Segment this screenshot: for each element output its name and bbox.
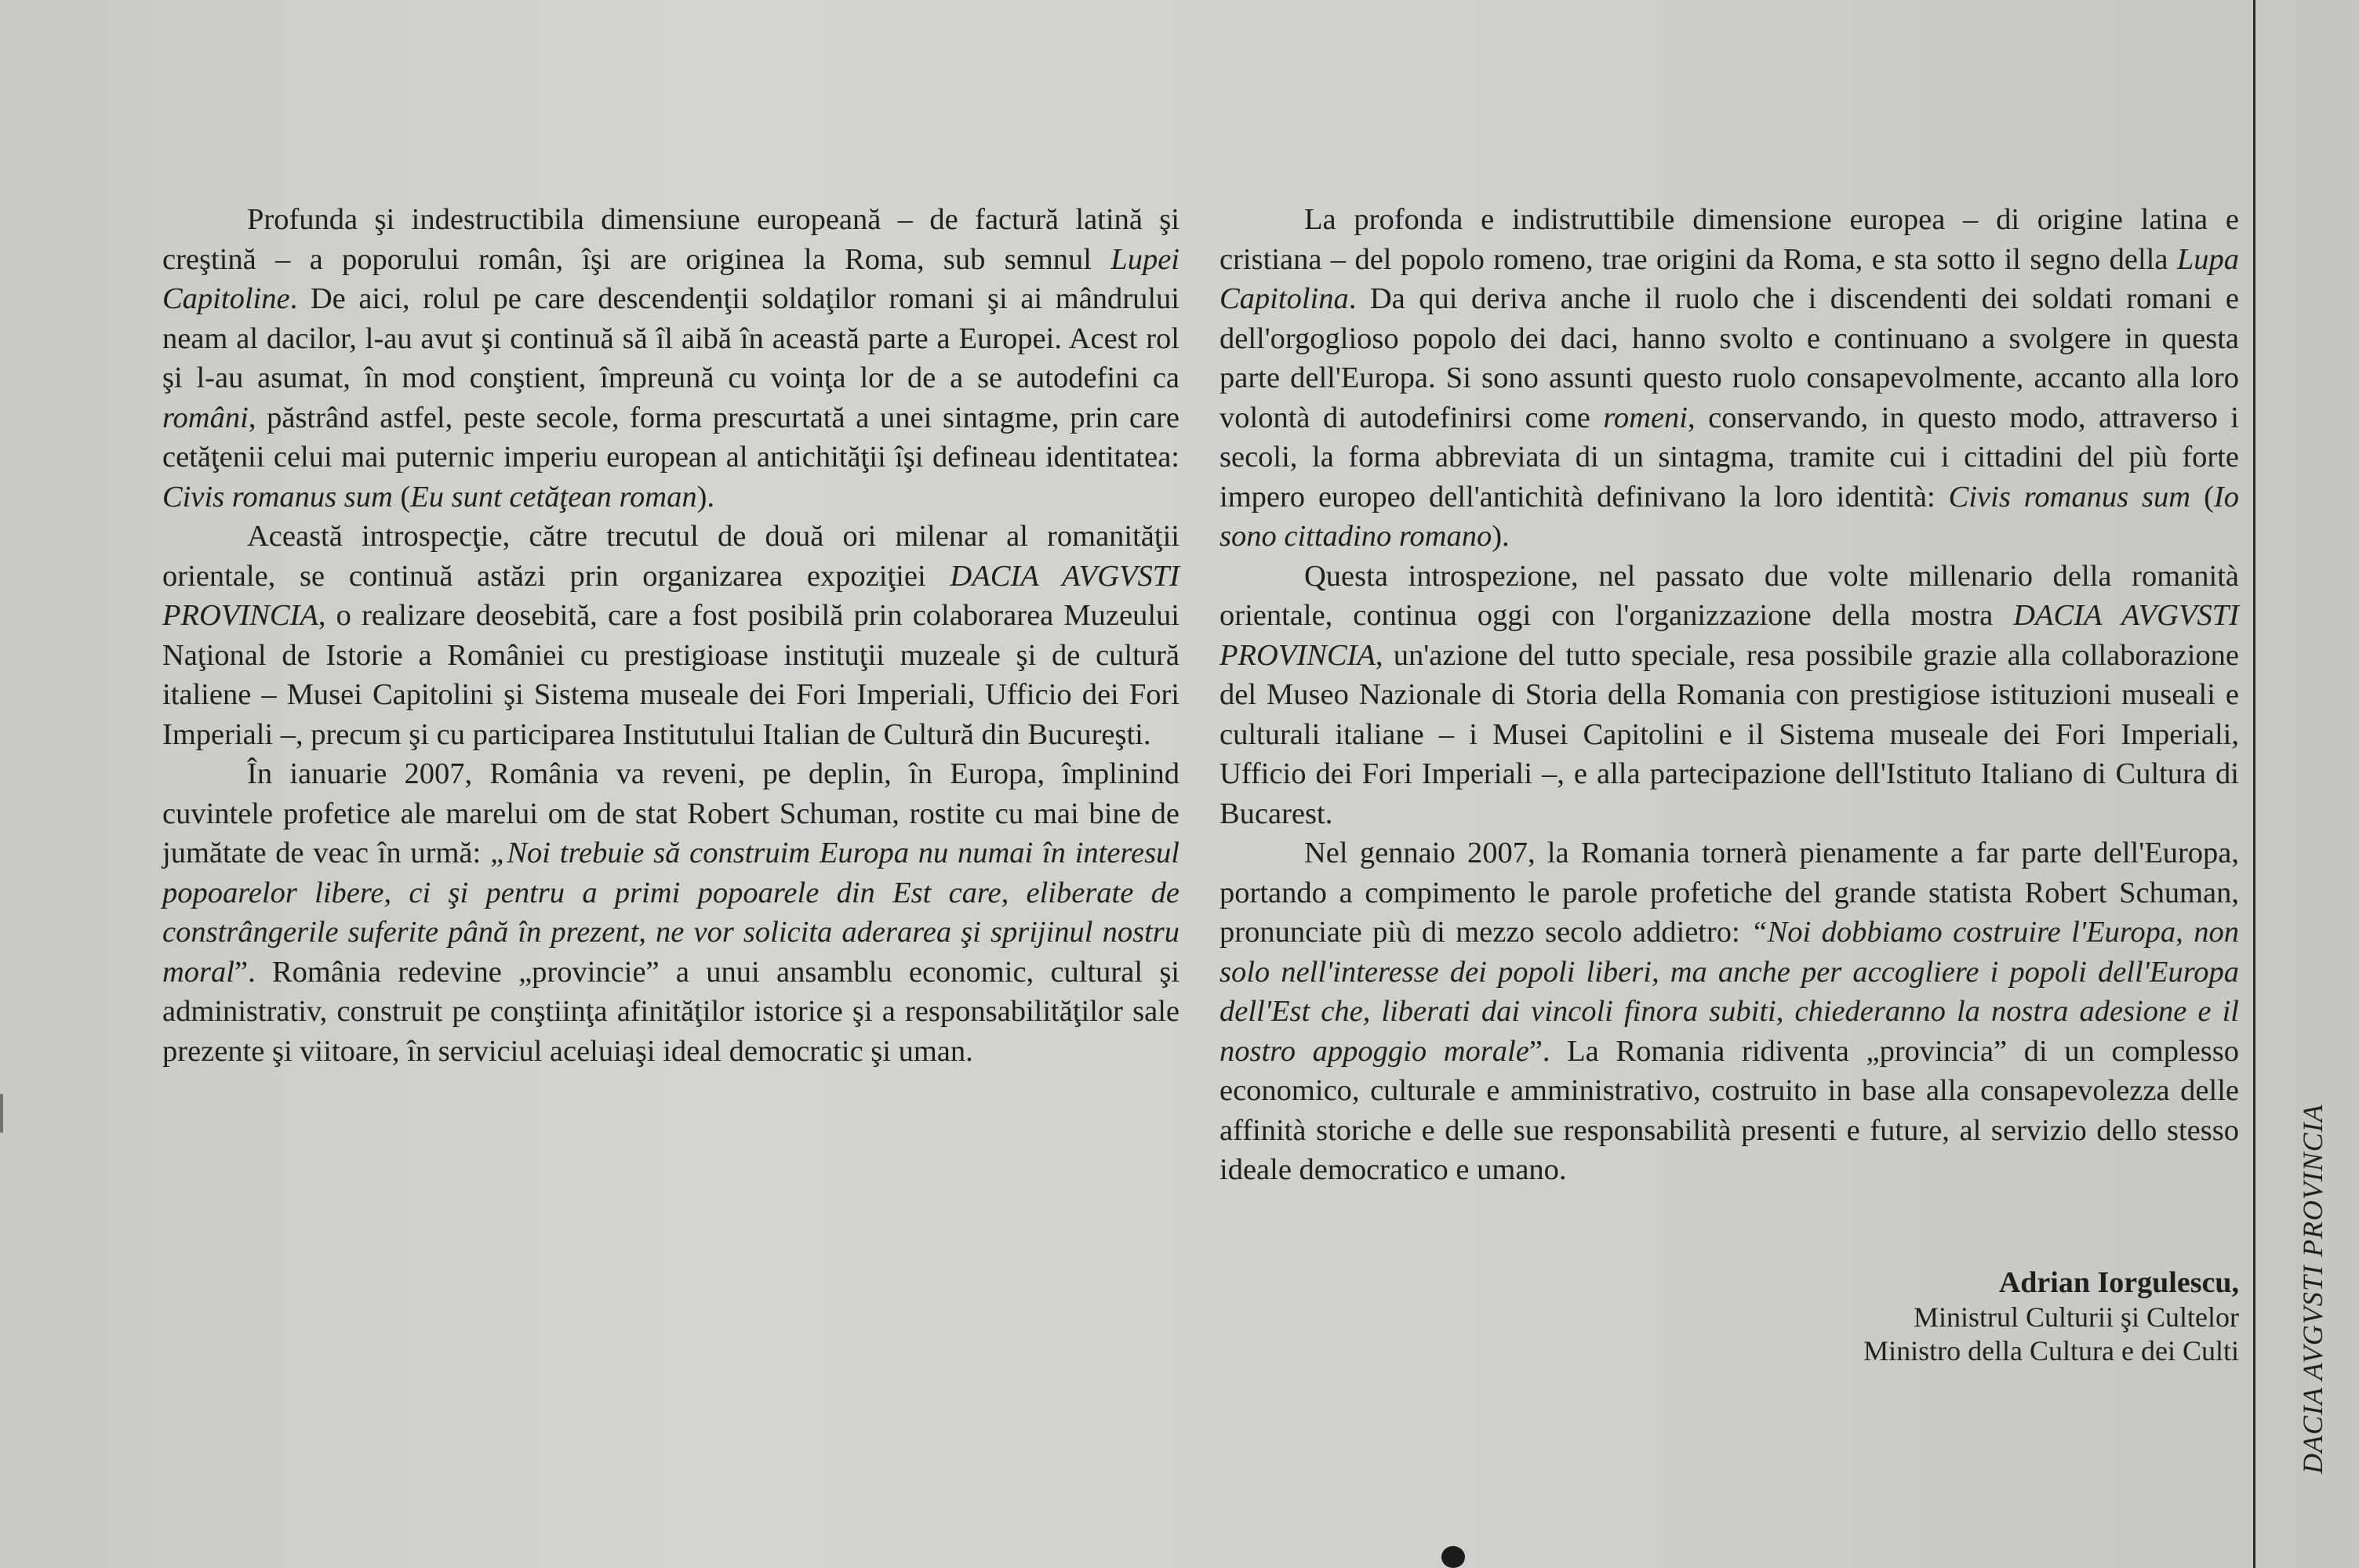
romanian-paragraph-3: În ianuarie 2007, România va reveni, pe deplin, în Europa, împlinind cuvintele profetice ale marelui om de stat Robert Schuman, rostite cu mai bine de jumătate de veac în urmă: „Noi trebuie să construim Europa nu numai în interesul popoarelor libere, ci şi pentru a primi popoarele din Est care, eliberate de constrângerile suferite până în prezent, ne vor solicita aderarea şi sprijinul nostru moral”. România redevine „provincie” a unui ansamblu economic, cultural şi administrativ, construit pe conştiinţa afinităţilor istorice şi a responsabilităţilor sale prezente şi viitoare, în serviciul aceluiaşi ideal democratic şi uman.	[162, 757, 1180, 1068]
romanian-paragraph-1: Profunda şi indestructibila dimensiune europeană – de factură latină şi creştină – a poporului român, îşi are originea la Roma, sub semnul Lupei Capitoline. De aici, rolul pe care descendenţii soldaţilor romani şi ai mândrului neam al dacilor, l-au avut şi continuă să îl aibă în această parte a Europei. Acest rol şi l-au asumat, în mod conştient, împreună cu voinţa lor de a se autodefini ca români, păstrând astfel, peste secole, forma prescurtată a unei sintagme, prin care cetăţenii celui mai puternic imperiu european al antichităţii îşi defineau identitatea: Civis romanus sum (Eu sunt cetăţean roman).	[162, 203, 1180, 514]
italian-paragraph-1: La profonda e indistruttibile dimensione europea – di origine latina e cristiana – del popolo romeno, trae origini da Roma, e sta sotto il segno della Lupa Capitolina. Da qui deriva anche il ruolo che i discendenti dei soldati romani e dell'orgoglioso popolo dei daci, hanno svolto e continuano a svolgere in questa parte dell'Europa. Si sono assunti questo ruolo consapevolmente, accanto alla loro volontà di autodefinirsi come romeni, conservando, in questo modo, attraverso i secoli, la forma abbreviata di un sintagma, tramite cui i cittadini del più forte impero europeo dell'antichità definivano la loro identità: Civis romanus sum (Io sono cittadino romano).	[1219, 203, 2239, 553]
running-side-title: DACIA AVGVSTI PROVINCIA	[2297, 1104, 2328, 1474]
italian-paragraph-3: Nel gennaio 2007, la Romania tornerà pienamente a far parte dell'Europa, portando a compimento le parole profetiche del grande statista Robert Schuman, pronunciate più di mezzo secolo addietro: “Noi dobbiamo costruire l'Europa, non solo nell'interesse dei popoli liberi, ma anche per accogliere i popoli dell'Europa dell'Est che, liberati dai vincoli finora subiti, chiederanno la nostra adesione e il nostro appoggio morale”. La Romania ridiventa „provincia” di un complesso economico, culturale e amministrativo, costruito in base alla consapevolezza delle affinità storiche e delle sue responsabilità presenti e future, al servizio dello stesso ideale democratico e umano.	[1219, 837, 2239, 1186]
signature-name: Adrian Iorgulescu,	[1998, 1266, 2239, 1299]
italian-text-column	[1219, 200, 2239, 1190]
romanian-text-column	[162, 200, 1180, 1071]
binding-rule	[2253, 0, 2255, 1568]
romanian-paragraph-2: Această introspecţie, către trecutul de două ori milenar al romanităţii orientale, se continuă astăzi prin organizarea expoziţiei DACIA AVGVSTI PROVINCIA, o realizare deosebită, care a fost posibilă prin colaborarea Muzeului Naţional de Istorie a României cu prestigioase instituţii muzeale şi de cultură italiene – Musei Capitolini şi Sistema museale dei Fori Imperiali, Ufficio dei Fori Imperiali –, precum şi cu participarea Institutului Italian de Cultură din Bucureşti.	[162, 520, 1180, 751]
ink-spot	[1441, 1546, 1465, 1568]
edge-mark	[0, 1094, 3, 1133]
signature-block	[1686, 1265, 2239, 1368]
signature-title-italian: Ministro della Cultura e dei Culti	[1863, 1335, 2239, 1367]
italian-paragraph-2: Questa introspezione, nel passato due volte millenario della romanità orientale, continua oggi con l'organizzazione della mostra DACIA AVGVSTI PROVINCIA, un'azione del tutto speciale, resa possibile grazie alla collaborazione del Museo Nazionale di Storia della Romania con prestigiose istituzioni museali e culturali italiane – i Musei Capitolini e il Sistema museale dei Fori Imperiali, Ufficio dei Fori Imperiali –, e alla partecipazione dell'Istituto Italiano di Cultura di Bucarest.	[1219, 559, 2239, 830]
signature-title-romanian: Ministrul Culturii şi Cultelor	[1913, 1301, 2239, 1333]
